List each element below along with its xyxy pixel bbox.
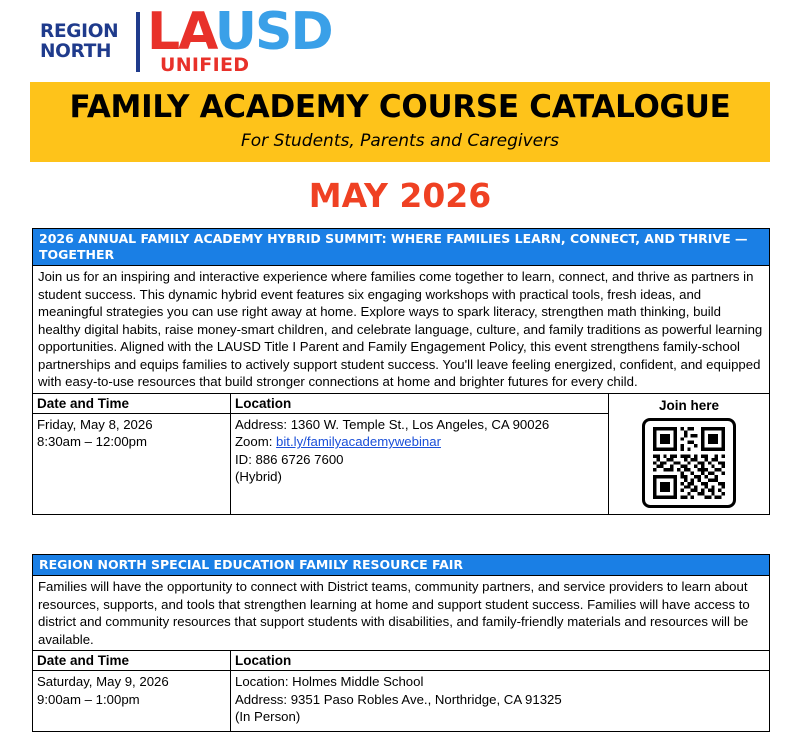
catalogue-title: FAMILY ACADEMY COURSE CATALOGUE	[69, 89, 731, 125]
region-north-logo	[40, 22, 118, 62]
qr-code-image	[653, 427, 725, 499]
event-mode: (Hybrid)	[235, 469, 282, 484]
lausd-logo-l: L	[147, 2, 179, 62]
event-details	[33, 651, 769, 731]
lausd-logo	[147, 4, 332, 60]
meeting-id: ID: 886 6726 7600	[235, 451, 344, 467]
logo-divider	[136, 12, 140, 72]
region-line-1: REGION	[40, 21, 119, 42]
event-address: Address: 9351 Paso Robles Ave., Northridge, CA 91325	[235, 691, 562, 707]
date-time-column	[33, 394, 231, 514]
event-resource-fair	[32, 554, 770, 732]
event-zoom	[235, 433, 604, 451]
date-time-column	[33, 651, 231, 731]
catalogue-banner	[30, 82, 770, 162]
lausd-logo-a: A	[178, 2, 215, 62]
location-header: Location	[231, 651, 769, 671]
event-date: Friday, May 8, 2026	[37, 416, 153, 432]
lausd-unified-text: UNIFIED	[160, 54, 250, 76]
event-time: 9:00am – 1:00pm	[37, 691, 140, 707]
event-description: Families will have the opportunity to connect with District teams, community partners, and service providers to learn about resources, supports, and tools that strengthen learning at home and support student success. Families will have access to district and community resources that support students with disabilities, and family-friendly materials and resources will be available.	[33, 576, 769, 651]
event-title: REGION NORTH SPECIAL EDUCATION FAMILY RESOURCE FAIR	[33, 555, 769, 576]
qr-code[interactable]	[642, 418, 736, 508]
location-column	[231, 394, 609, 514]
location-header: Location	[231, 394, 608, 414]
location-column	[231, 651, 769, 731]
date-time-header: Date and Time	[33, 651, 230, 671]
event-description: Join us for an inspiring and interactive experience where families come together to learn, connect, and thrive as partners in student success. This dynamic hybrid event features six engaging workshops with practical tools, fresh ideas, and meaningful strategies you can use right away at home. Explore ways to spark literacy, strengthen math thinking, build healthy digital habits, raise money-smart children, and celebrate language, culture, and family traditions as powerful learning opportunities. Aligned with the LAUSD Title I Parent and Family Engagement Policy, this event strengthens family-school partnerships and equips families to actively support student success. You'll leave feeling energized, confident, and equipped with easy-to-use resources that build stronger connections at home and brighter futures for every child.	[33, 266, 769, 394]
event-time: 8:30am – 12:00pm	[37, 434, 147, 449]
region-line-2: NORTH	[40, 41, 112, 62]
event-details	[33, 394, 769, 514]
lausd-logo-usd: USD	[214, 2, 332, 62]
event-address: Address: 1360 W. Temple St., Los Angeles, CA 90026	[235, 416, 550, 432]
join-label: Join here	[658, 397, 720, 413]
event-mode: (In Person)	[235, 709, 301, 724]
event-date: Saturday, May 9, 2026	[37, 674, 169, 689]
zoom-link[interactable]: bit.ly/familyacademywebinar	[276, 434, 441, 449]
event-summit	[32, 228, 770, 515]
event-title: 2026 ANNUAL FAMILY ACADEMY HYBRID SUMMIT: WHERE FAMILIES LEARN, CONNECT, AND THRIVE — TOGETHER	[33, 229, 769, 266]
date-time-header: Date and Time	[33, 394, 230, 414]
event-venue: Location: Holmes Middle School	[235, 674, 424, 689]
join-column	[609, 394, 769, 514]
catalogue-subtitle: For Students, Parents and Caregivers	[241, 131, 559, 151]
month-heading: MAY 2026	[308, 176, 492, 215]
zoom-label: Zoom:	[235, 434, 277, 449]
